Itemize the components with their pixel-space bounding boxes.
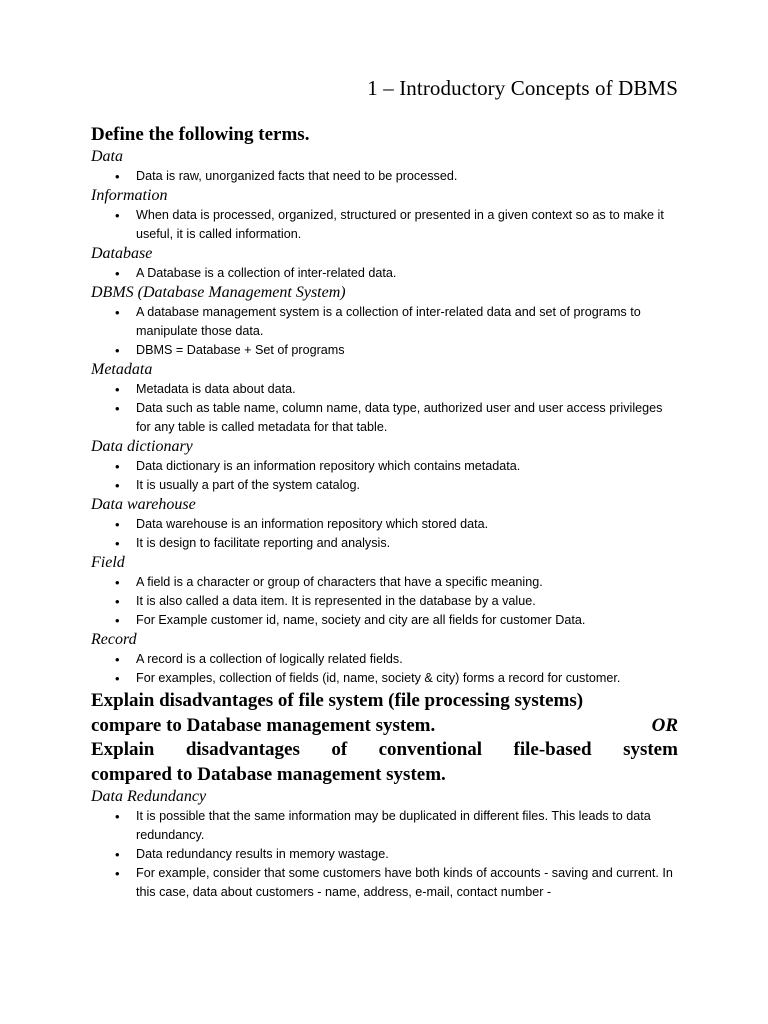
data-redundancy-bullets — [91, 807, 678, 902]
term-heading: Record — [91, 631, 137, 648]
question-line-4: compared to Database management system. — [91, 763, 446, 785]
term-bullet-list — [91, 264, 678, 283]
term-bullet-list — [91, 515, 678, 553]
term-heading: Metadata — [91, 361, 153, 378]
question-line-3 — [91, 738, 678, 763]
question-or: OR — [651, 714, 678, 736]
question-line-3-word: of — [331, 739, 348, 760]
bullet-item: • When data is processed, organized, structured or presented in a given context so as to make it useful, it is called information. — [136, 206, 678, 244]
term-heading: Data — [91, 148, 123, 165]
bullet-item: • Data is raw, unorganized facts that need to be processed. — [136, 167, 678, 186]
bullet-item: • A database management system is a collection of inter-related data and set of programs to manipulate those data. — [136, 303, 678, 341]
bullet-item: • Data warehouse is an information repository which stored data. — [136, 515, 678, 534]
bullet-item: • Data such as table name, column name, data type, authorized user and user access privileges for any table is called metadata for that table. — [136, 399, 678, 437]
bullet-item: • For example, consider that some customers have both kinds of accounts - saving and current. In this case, data about customers - name, address, e-mail, contact number - — [136, 864, 678, 902]
term-bullet-list — [91, 167, 678, 186]
question-line-3-word: Explain — [91, 739, 155, 760]
question-line-3-word: file-based — [513, 739, 592, 760]
question-line-3-word: disadvantages — [185, 739, 300, 760]
bullet-item: • For Example customer id, name, society and city are all fields for customer Data. — [136, 611, 678, 630]
term-bullet-list — [91, 650, 678, 688]
term-heading: Database — [91, 245, 153, 262]
term-bullet-list — [91, 303, 678, 360]
term-heading: Field — [91, 554, 125, 571]
question-line-3-word: conventional — [378, 739, 483, 760]
bullet-item: • It is possible that the same information may be duplicated in different files. This leads to data redundancy. — [136, 807, 678, 845]
question-line-1: Explain disadvantages of file system (file processing systems) — [91, 690, 584, 711]
bullet-item: • It is also called a data item. It is represented in the database by a value. — [136, 592, 678, 611]
term-heading: DBMS (Database Management System) — [91, 284, 346, 301]
question-line-2 — [91, 714, 678, 739]
terms-list — [91, 147, 678, 688]
term-bullet-list — [91, 380, 678, 437]
chapter-title: 1 – Introductory Concepts of DBMS — [367, 76, 678, 100]
bullet-item: • Data dictionary is an information repository which contains metadata. — [136, 457, 678, 476]
term-bullet-list — [91, 457, 678, 495]
bullet-item: • A field is a character or group of characters that have a specific meaning. — [136, 573, 678, 592]
bullet-item: • It is usually a part of the system catalog. — [136, 476, 678, 495]
term-bullet-list — [91, 206, 678, 244]
bullet-item: • DBMS = Database + Set of programs — [136, 341, 678, 360]
question-heading — [91, 689, 678, 787]
term-heading: Information — [91, 187, 168, 204]
section-heading-definitions: Define the following terms. — [91, 124, 310, 145]
bullet-item: • Metadata is data about data. — [136, 380, 678, 399]
term-data-redundancy: Data Redundancy — [91, 788, 207, 805]
bullet-item: • A Database is a collection of inter-related data. — [136, 264, 678, 283]
term-heading: Data warehouse — [91, 496, 196, 513]
question-line-3-word: system — [623, 739, 678, 760]
bullet-item: • For examples, collection of fields (id, name, society & city) forms a record for customer. — [136, 669, 678, 688]
bullet-item: • It is design to facilitate reporting and analysis. — [136, 534, 678, 553]
term-heading: Data dictionary — [91, 438, 193, 455]
term-bullet-list — [91, 573, 678, 630]
question-line-2-text: compare to Database management system. — [91, 714, 436, 736]
bullet-item: • A record is a collection of logically related fields. — [136, 650, 678, 669]
bullet-item: • Data redundancy results in memory wastage. — [136, 845, 678, 864]
